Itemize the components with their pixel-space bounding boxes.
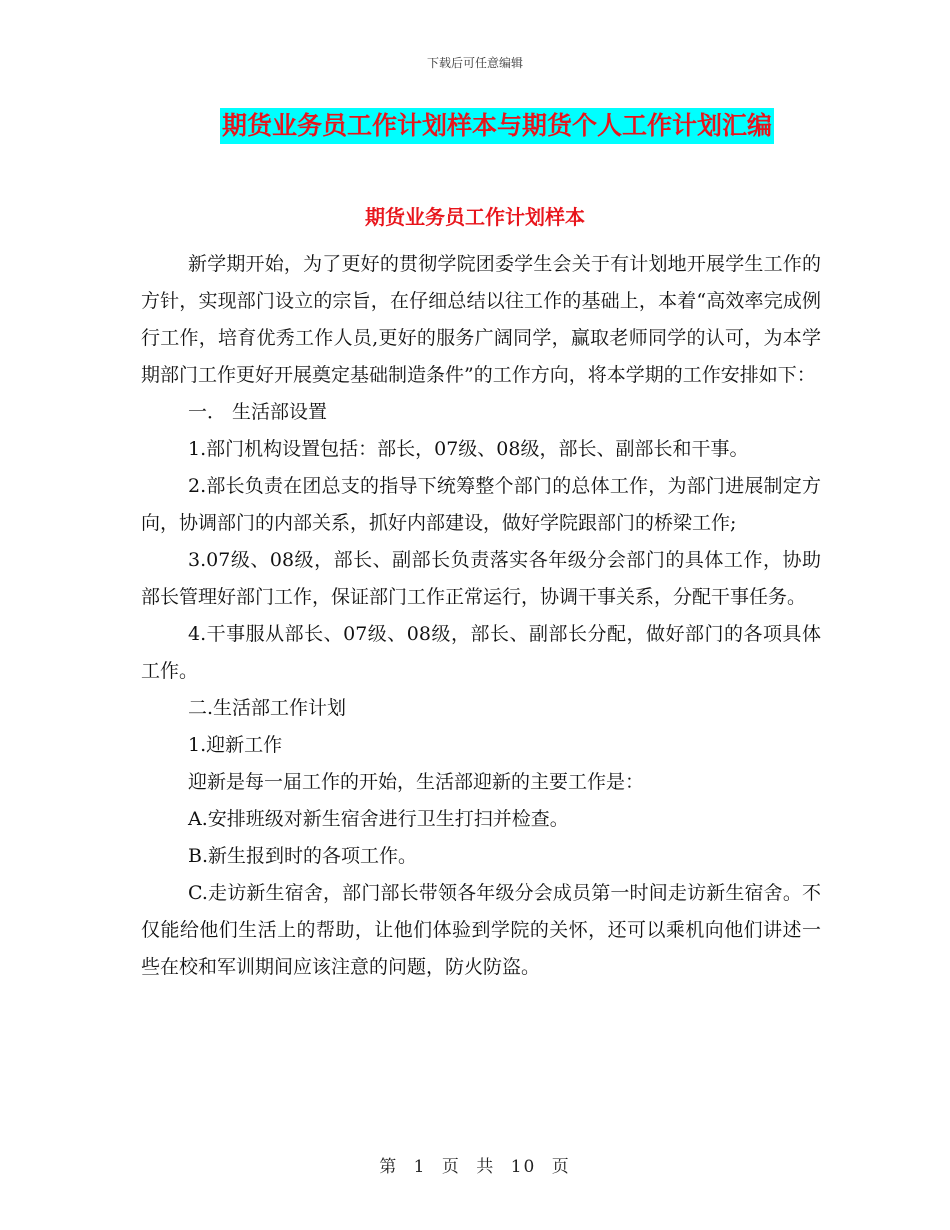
- document-title: [0, 108, 950, 144]
- document-body: [141, 246, 821, 986]
- paragraph: 新学期开始，为了更好的贯彻学院团委学生会关于有计划地开展学生工作的方针，实现部门设立的宗旨，在仔细总结以往工作的基础上，本着“高效率完成例行工作，培育优秀工作人员,更好的服务广阔同学，赢取老师同学的认可，为本学期部门工作更好开展奠定基础制造条件”的工作方向，将本学期的工作安排如下：: [141, 253, 821, 386]
- page-footer: [0, 1152, 950, 1177]
- paragraph: 二.生活部工作计划: [188, 697, 347, 719]
- header-note: 下载后可任意编辑: [426, 56, 523, 70]
- page-label-middle: 页: [441, 1157, 461, 1177]
- paragraph: 1.迎新工作: [188, 734, 283, 756]
- section-title: 期货业务员工作计划样本: [365, 205, 585, 229]
- paragraph: B.新生报到时的各项工作。: [188, 845, 418, 867]
- page-label-suffix: 页: [551, 1157, 571, 1177]
- total-label: 共: [476, 1157, 496, 1177]
- paragraph: A.安排班级对新生宿舍进行卫生打扫并检查。: [188, 808, 569, 830]
- paragraph: 3.07级、08级，部长、副部长负责落实各年级分会部门的具体工作，协助部长管理好部门工作，保证部门工作正常运行，协调干事关系，分配干事任务。: [141, 549, 821, 608]
- document-title-text: 期货业务员工作计划样本与期货个人工作计划汇编: [220, 108, 774, 144]
- paragraph: 迎新是每一届工作的开始，生活部迎新的主要工作是：: [188, 771, 645, 793]
- paragraph: 4.干事服从部长、07级、08级，部长、副部长分配，做好部门的各项具体工作。: [141, 623, 821, 682]
- page-number: 1: [413, 1157, 427, 1177]
- total-pages: 10: [510, 1157, 537, 1177]
- page-label-prefix: 第: [379, 1157, 399, 1177]
- paragraph: 1.部门机构设置包括：部长，07级、08级，部长、副部长和干事。: [188, 438, 749, 460]
- paragraph: C.走访新生宿舍，部门部长带领各年级分会成员第一时间走访新生宿舍。不仅能给他们生活上的帮助，让他们体验到学院的关怀，还可以乘机向他们讲述一些在校和军训期间应该注意的问题，防火防盗。: [141, 882, 821, 978]
- paragraph: 2.部长负责在团总支的指导下统筹整个部门的总体工作，为部门进展制定方向，协调部门的内部关系，抓好内部建设，做好学院跟部门的桥梁工作;: [141, 475, 821, 534]
- paragraph: 一． 生活部设置: [188, 401, 328, 423]
